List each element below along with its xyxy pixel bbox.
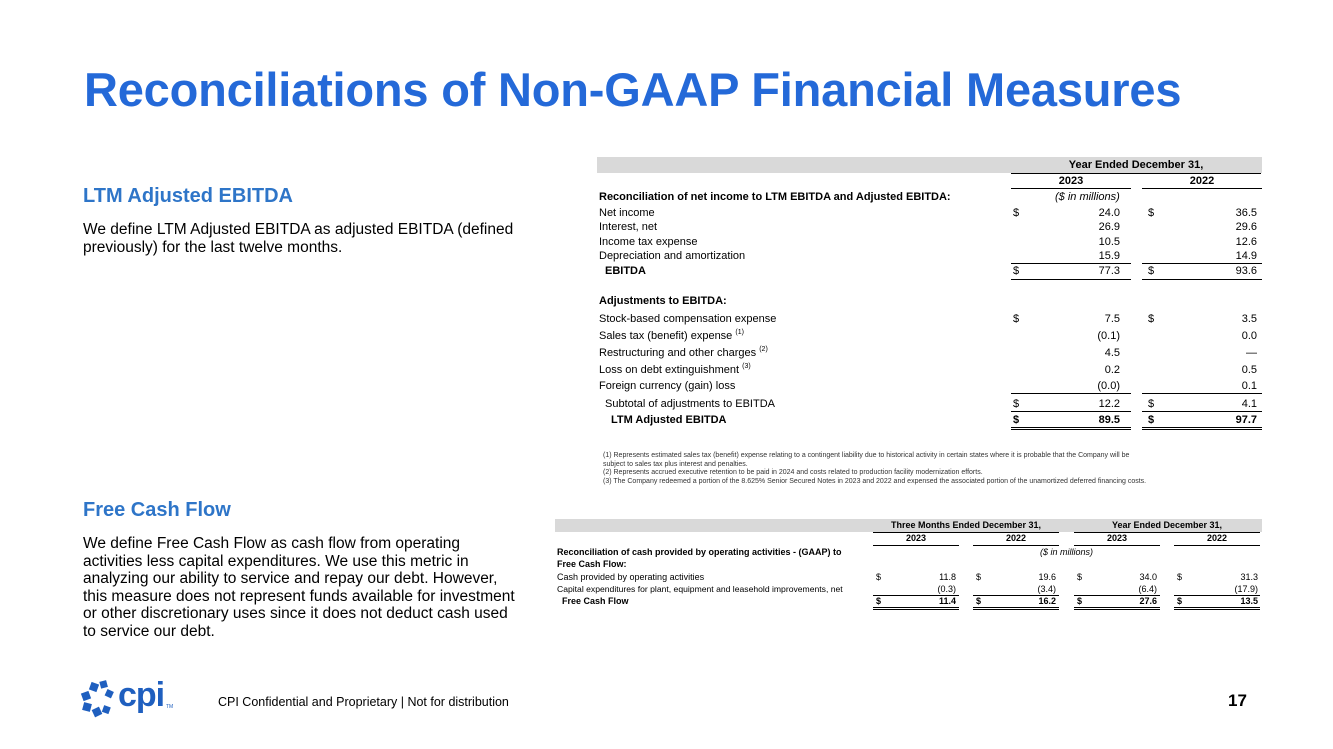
col-header: 2023 [905,533,927,543]
logo-trademark: TM [166,704,174,710]
col-header-2023: 2023 [1058,175,1084,187]
units-label: ($ in millions) [1055,191,1120,203]
table-subtitle: Free Cash Flow: [557,559,627,569]
cpi-logo [80,676,180,720]
group-header-year: Year Ended December 31, [1111,520,1223,530]
units-label: ($ in millions) [1040,547,1094,557]
page-number: 17 [1228,691,1247,710]
footnote: (3) The Company redeemed a portion of the 8.625% Senior Secured Notes in 2023 and 2022 and expensed the associated portion of the unamortized deferred financing costs. [603,477,1147,485]
footnote: (1) Represents estimated sales tax (benefit) expense relating to a contingent liability due to historical activity in certain states where it is probable that the Company will be [603,452,1130,459]
col-header: 2022 [1005,533,1027,543]
section-heading-ltm-ebitda: LTM Adjusted EBITDA [83,185,293,207]
table-row: Sales tax (benefit) expense $^{(1)}$ (0.1) 0.0 [599,329,1257,342]
table-row: Loss on debt extinguishment $^{(3)}$ 0.2 0.5 [599,363,1257,376]
table-row: Net income $ 24.0 $ 36.5 [599,207,1257,219]
group-header-three-months: Three Months Ended December 31, [890,520,1042,530]
adjustments-heading: Adjustments to EBITDA: [599,295,727,307]
table-row: Restructuring and other charges $^{(2)}$ 4.5 — [599,346,1257,359]
table-row-total: LTM Adjusted EBITDA $ 89.5 $ 97.7 [611,414,1257,426]
table-row-total: Free Cash Flow $ 11.4 $ 16.2 $ 27.6 $ 13.5 [562,596,1258,606]
page-title: Reconciliations of Non-GAAP Financial Measures [84,63,1182,116]
section-body-ltm-ebitda: We define LTM Adjusted EBITDA as adjusted EBITDA (defined previously) for the last twelve months. [83,221,514,256]
table-subtitle: Reconciliation of cash provided by operating activities - (GAAP) to [557,547,842,557]
table-row-subtotal: Subtotal of adjustments to EBITDA $ 12.2 $ 4.1 [605,398,1257,410]
table-row: Cash provided by operating activities $ 11.8 $ 19.6 $ 34.0 $ 31.3 [557,572,1258,582]
footnote: subject to sales tax plus interest and penalties. [603,460,748,468]
section-heading-free-cash-flow: Free Cash Flow [83,499,231,521]
col-header-2022: 2022 [1189,175,1215,187]
table-row-ebitda: EBITDA $ 77.3 $ 93.6 [605,265,1257,277]
period-header: Year Ended December 31, [1068,159,1204,171]
table-row: Stock-based compensation expense $ 7.5 $ 3.5 [599,313,1257,325]
table-row: Capital expenditures for plant, equipment and leasehold improvements, net (0.3) (3.4) (6.4) (17.9) [557,584,1258,594]
section-body-free-cash-flow: We define Free Cash Flow as cash flow from operating activities less capital expenditures. We use this metric in analyzing our ability to service and repay our debt. However, this measure does not represent funds available for investment or other discretionary uses since it does not deduct cash used to service our debt. [83,535,515,640]
table-row: Income tax expense 10.5 12.6 [599,236,1257,248]
table-row: Depreciation and amortization 15.9 14.9 [599,250,1257,262]
table-row: Interest, net 26.9 29.6 [599,221,1257,233]
col-header: 2023 [1106,533,1128,543]
footnote: (2) Represents accrued executive retention to be paid in 2024 and costs related to production facility modernization efforts. [603,469,983,477]
logo-text: cpi [118,676,165,714]
col-header: 2022 [1206,533,1228,543]
table-subtitle: Reconciliation of net income to LTM EBITDA and Adjusted EBITDA: [599,191,951,203]
table-row: Foreign currency (gain) loss (0.0) 0.1 [599,380,1257,392]
table-subtitle-row [597,190,1262,204]
footnotes [603,452,1263,486]
confidentiality-notice: CPI Confidential and Proprietary | Not for distribution [218,695,509,709]
